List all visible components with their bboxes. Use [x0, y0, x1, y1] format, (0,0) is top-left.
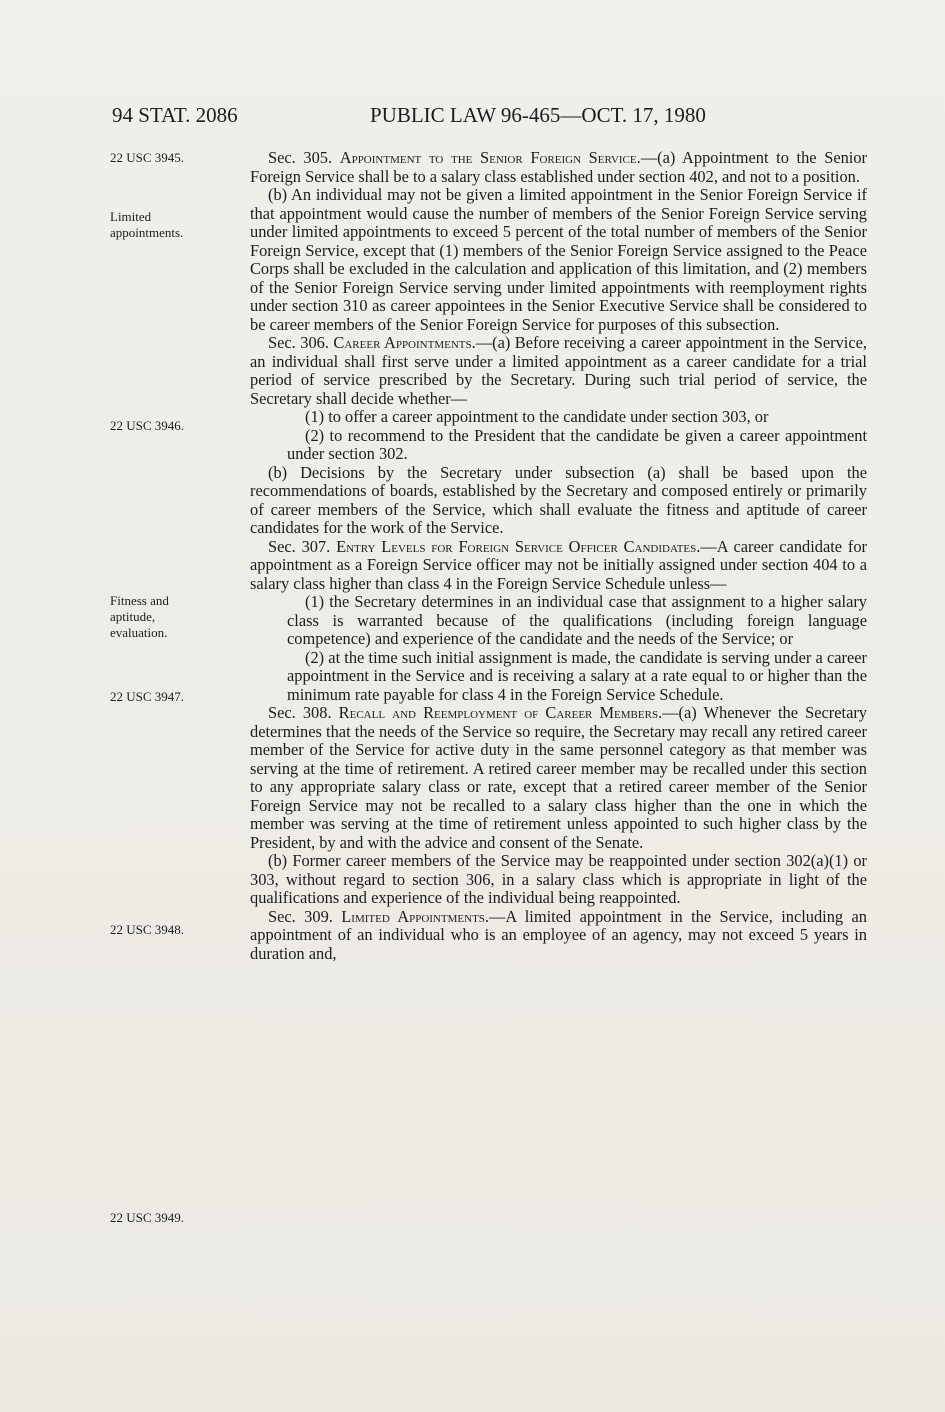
section-text: .—A limited appointment in the Service, including an appointment of an individual who is an employee of an agency, may not exceed 5 years in duration and, — [250, 906, 867, 963]
section-305-b: (b) An individual may not be given a limited appointment in the Senior Foreign Service if that appointment would cause the number of members of the Senior Foreign Service serving under limited appointments to exceed 5 percent of the total number of members of the Senior Foreign Service, except that (1) members of the Senior Foreign Service assigned to the Peace Corps shall be excluded in the calculation and application of this limitation, and (2) members of the Senior Foreign Service serving under limited appointments with reemployment rights under section 310 as career appointees in the Senior Executive Service shall be considered to be career members of the Senior Foreign Service for purposes of this subsection. — [250, 185, 867, 334]
section-305-a — [250, 149, 867, 186]
section-text: .—(a) Before receiving a career appointment in the Service, an individual shall first serve under a limited appointment as a career candidate for a trial period of service prescribed by the Secretary. During such trial period of service, the Secretary shall decide whether— — [250, 333, 867, 408]
section-label: Sec. 305. — [268, 148, 333, 167]
statute-body — [250, 149, 867, 963]
section-text: .—A career candidate for appointment as a Foreign Service officer may not be initially assigned under section 404 to a salary class higher than class 4 in the Foreign Service Schedule unless— — [250, 536, 867, 593]
margin-note-usc-3946: 22 USC 3946. — [110, 418, 185, 433]
section-306-item-1: (1) to offer a career appointment to the candidate under section 303, or — [305, 407, 769, 426]
section-307 — [250, 538, 867, 594]
section-306-a — [250, 334, 867, 408]
margin-note-usc-3947: 22 USC 3947. — [110, 689, 185, 704]
section-label: Sec. 308. — [268, 703, 332, 722]
section-caption: Appointment to the Senior Foreign Service — [339, 148, 637, 167]
section-307-item-2: (2) at the time such initial assignment is made, the candidate is serving under a career appointment in the Service and is receiving a salary at a rate equal to or higher than the minimum rate payable for class 4 in the Foreign Service Schedule. — [287, 647, 867, 704]
section-text: .—(a) Appointment to the Senior Foreign Service shall be to a salary class established under section 402, and not to a position. — [250, 148, 868, 186]
margin-note-line: evaluation. — [110, 625, 168, 640]
section-307-item-1: (1) the Secretary determines in an individual case that assignment to a higher salary class is warranted because of the qualifications (including foreign language competence) and experience of the candidate and the needs of the Service; or — [287, 592, 867, 648]
section-caption: Limited Appointments — [341, 906, 485, 926]
margin-note-fitness-aptitude — [110, 593, 230, 641]
margin-note-limited-appointments — [110, 209, 230, 241]
section-caption: Entry Levels for Foreign Service Officer Candidates — [336, 536, 697, 556]
margin-note-usc-3948: 22 USC 3948. — [110, 922, 185, 937]
section-308-a — [250, 704, 867, 852]
statute-page-reference: 94 STAT. 2086 — [112, 103, 238, 127]
page-header — [112, 100, 752, 130]
section-308-b: (b) Former career members of the Service may be reappointed under section 302(a)(1) or 303, without regard to section 306, in a salary class which is appropriate in light of the qualifications and experience of the individual being reappointed. — [250, 851, 867, 907]
section-label: Sec. 307. — [268, 536, 331, 556]
margin-note-line: appointments. — [110, 225, 184, 240]
section-caption: Recall and Reemployment of Career Members — [338, 703, 659, 722]
margin-note-line: Limited — [110, 209, 152, 224]
section-label: Sec. 306. — [268, 333, 329, 352]
margin-note-line: aptitude, — [110, 609, 156, 624]
margin-note-line: Fitness and — [110, 593, 169, 608]
section-306-item-2: (2) to recommend to the President that the candidate be given a career appointment under section 302. — [287, 425, 867, 463]
section-309 — [250, 908, 867, 964]
margin-note-usc-3945: 22 USC 3945. — [110, 150, 185, 165]
margin-note-usc-3949: 22 USC 3949. — [110, 1210, 185, 1225]
section-text: .—(a) Whenever the Secretary determines that the needs of the Service so require, the Secretary may recall any retired career member of the Service for active duty in the same personnel category as that member was serving at the time of retirement. A retired career member may be recalled under this section to any appropriate salary class or rate, except that a retired career member of the Senior Foreign Service may not be recalled to a salary class higher than the one in which the member was serving at the time of retirement unless appointed to such higher class by the President, by and with the advice and consent of the Senate. — [250, 703, 867, 852]
section-caption: Career Appointments — [333, 333, 472, 352]
section-label: Sec. 309. — [268, 906, 333, 926]
section-306-b: (b) Decisions by the Secretary under subsection (a) shall be based upon the recommendations of boards, established by the Secretary and composed entirely or primarily of career members of the Service, which shall evaluate the fitness and aptitude of career candidates for the work of the Service. — [250, 462, 867, 537]
public-law-title: PUBLIC LAW 96-465—OCT. 17, 1980 — [370, 103, 706, 127]
